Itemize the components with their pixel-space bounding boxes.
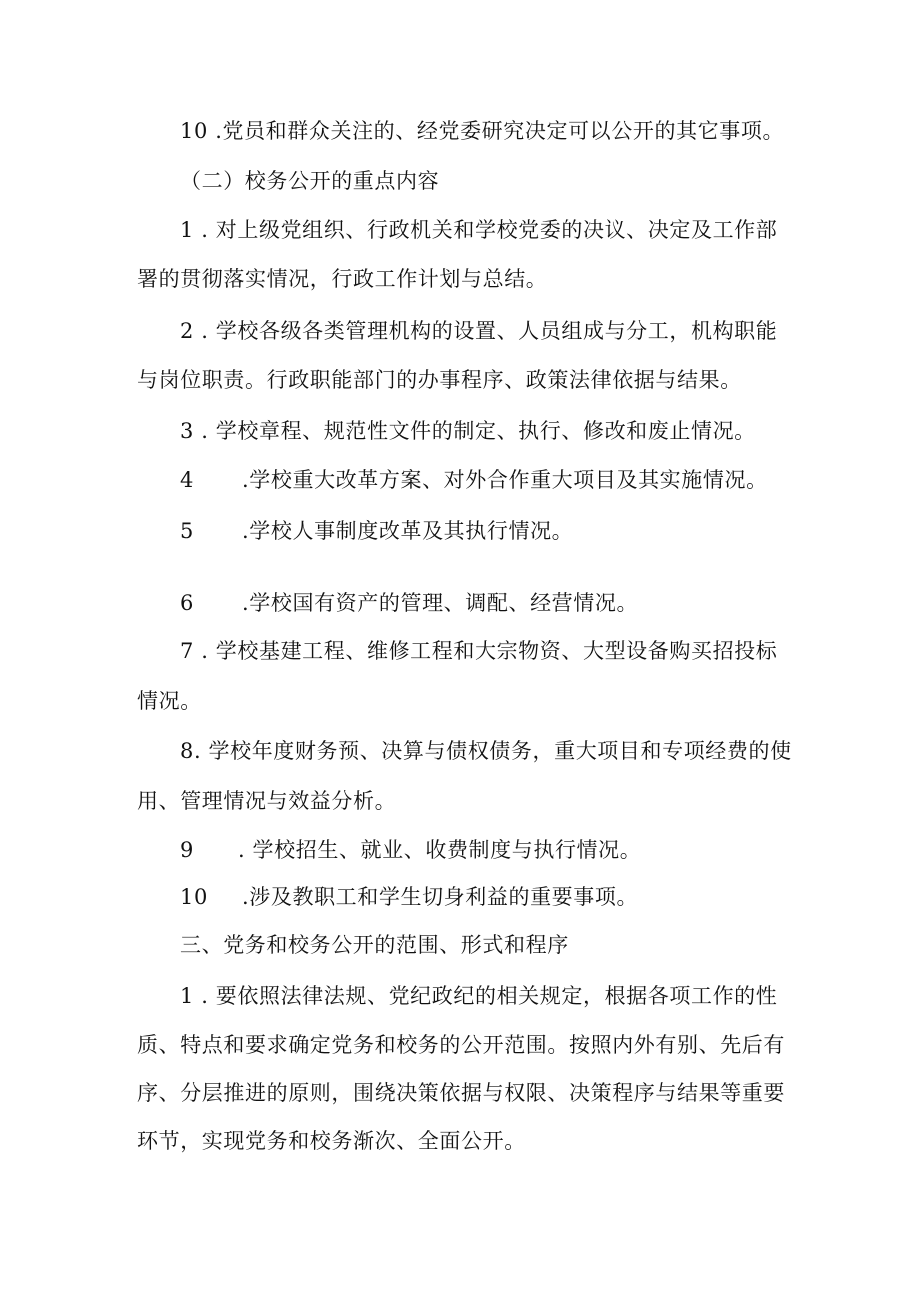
item-text: .学校国有资产的管理、调配、经营情况。	[242, 591, 639, 615]
paragraph-line	[180, 467, 768, 493]
paragraph-line: 序、分层推进的原则，围绕决策依据与权限、决策程序与结果等重要	[137, 1081, 785, 1105]
item-text: . 学校招生、就业、收费制度与执行情况。	[238, 838, 642, 862]
item-number: 5	[180, 519, 194, 543]
item-text: .学校人事制度改革及其执行情况。	[242, 519, 574, 543]
paragraph-line: 10 .党员和群众关注的、经党委研究决定可以公开的其它事项。	[180, 119, 785, 143]
paragraph-line: 8. 学校年度财务预、决算与债权债务，重大项目和专项经费的使	[180, 739, 792, 763]
paragraph-line: 用、管理情况与效益分析。	[137, 789, 397, 813]
item-number: 9	[180, 838, 194, 862]
section-heading: （二）校务公开的重点内容	[180, 169, 440, 193]
paragraph-line: 情况。	[137, 689, 202, 713]
item-number: 4	[180, 468, 194, 492]
item-number: 10	[180, 885, 208, 909]
paragraph-line: 2 . 学校各级各类管理机构的设置、人员组成与分工，机构职能	[180, 319, 778, 343]
item-text: .学校重大改革方案、对外合作重大项目及其实施情况。	[242, 468, 768, 492]
paragraph-line: 环节，实现党务和校务渐次、全面公开。	[137, 1129, 526, 1153]
item-number: 6	[180, 591, 194, 615]
paragraph-line: 与岗位职责。行政职能部门的办事程序、政策法律依据与结果。	[137, 368, 742, 392]
paragraph-line: 7 . 学校基建工程、维修工程和大宗物资、大型设备购买招投标	[180, 639, 778, 663]
paragraph-line	[180, 884, 638, 910]
paragraph-line	[180, 837, 641, 863]
paragraph-line: 署的贯彻落实情况，行政工作计划与总结。	[137, 267, 548, 291]
item-text: .涉及教职工和学生切身利益的重要事项。	[242, 885, 639, 909]
paragraph-line	[180, 590, 638, 616]
paragraph-line: 3 . 学校章程、规范性文件的制定、执行、修改和废止情况。	[180, 419, 756, 443]
paragraph-line: 质、特点和要求确定党务和校务的公开范围。按照内外有别、先后有	[137, 1033, 785, 1057]
paragraph-line	[180, 518, 573, 544]
section-heading: 三、党务和校务公开的范围、形式和程序	[180, 933, 569, 957]
paragraph-line: 1 . 要依照法律法规、党纪政纪的相关规定，根据各项工作的性	[180, 984, 778, 1008]
paragraph-line: 1 . 对上级党组织、行政机关和学校党委的决议、决定及工作部	[180, 218, 778, 242]
